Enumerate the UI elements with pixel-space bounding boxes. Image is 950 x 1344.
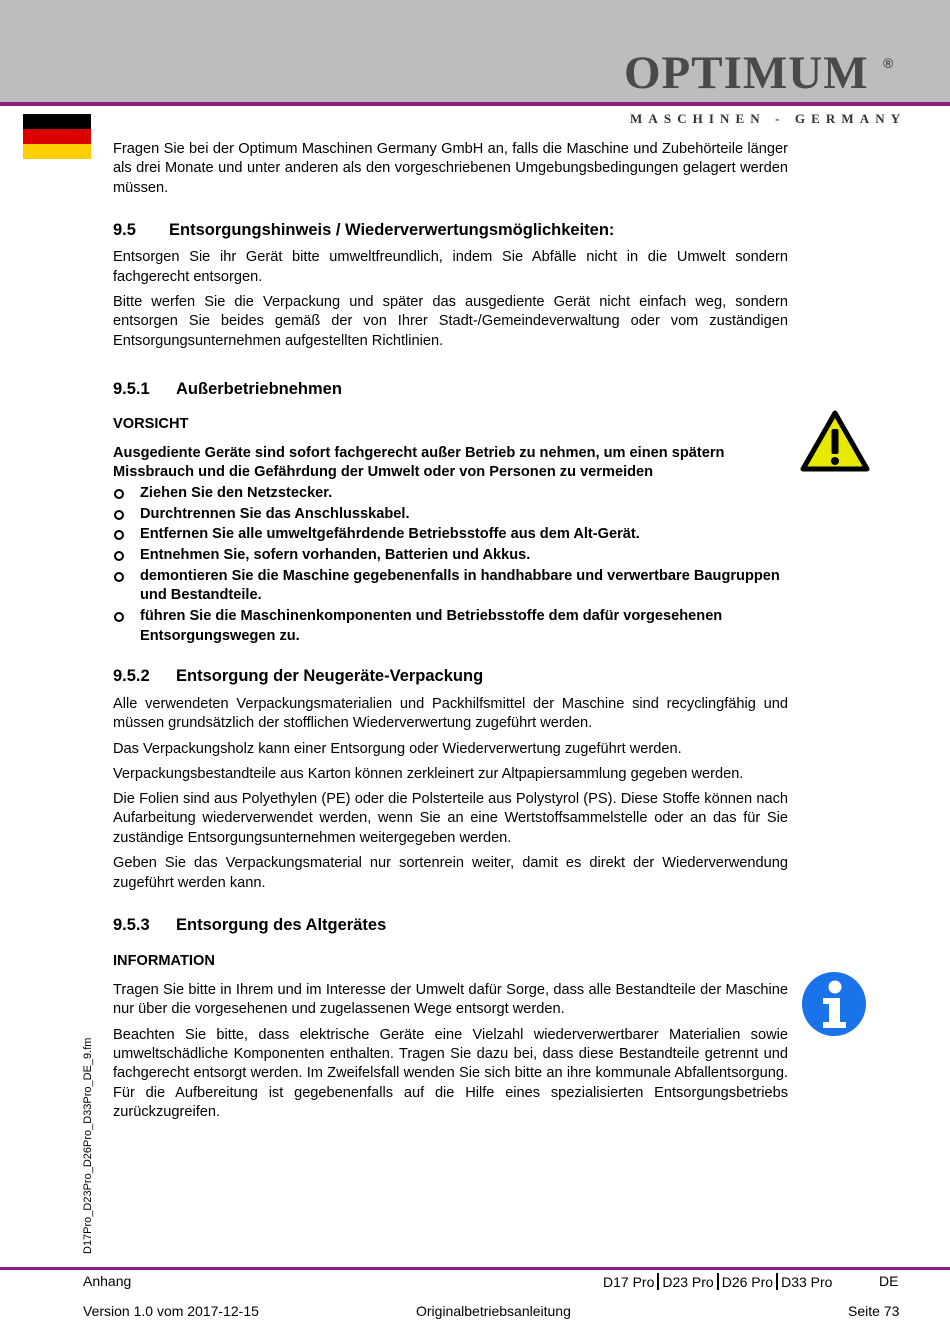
paragraph: Verpackungsbestandteile aus Karton können zerkleinert zur Altpapiersammlung gegeben werden.	[113, 765, 744, 782]
list-item: Entnehmen Sie, sofern vorhanden, Batterien und Akkus.	[113, 546, 788, 565]
warning-text: Ausgediente Geräte sind sofort fachgerecht außer Betrieb zu nehmen, um einen spätern Missbrauch und die Gefährdung der Umwelt oder von Personen zu vermeiden	[113, 445, 725, 481]
footer-models	[603, 1273, 832, 1290]
flag-stripe-gold	[23, 144, 91, 159]
section-title: Entsorgung der Neugeräte-Verpackung	[176, 667, 484, 686]
model-label: D23 Pro	[662, 1274, 714, 1290]
sidebar-filename: D17Pro_D23Pro_D26Pro_D33Pro_DE_9.fm	[82, 1037, 94, 1254]
paragraph: Geben Sie das Verpackungsmaterial nur sortenrein weiter, damit es direkt der Wiederverwendung zugeführt werden kann.	[113, 855, 788, 891]
footer-divider	[0, 1267, 950, 1270]
info-circle-icon	[801, 970, 867, 1038]
paragraph: Das Verpackungsholz kann einer Entsorgung oder Wiederverwertung zugeführt werden.	[113, 740, 682, 757]
model-label: D17 Pro	[603, 1274, 655, 1290]
caution-label: VORSICHT	[113, 416, 189, 433]
paragraph: Tragen Sie bitte in Ihrem und im Interesse der Umwelt dafür Sorge, dass alle Bestandteile der Maschine nur über die vorgesehenen und zugelassenen Wege entsorgt werden.	[113, 981, 788, 1018]
footer-version: Version 1.0 vom 2017-12-15	[83, 1303, 259, 1319]
model-separator	[776, 1273, 778, 1290]
brand-logo: OPTIMUM	[624, 47, 869, 99]
model-label: D33 Pro	[781, 1274, 833, 1290]
section-heading-9-5-1	[113, 379, 788, 399]
section-heading-9-5-3	[113, 915, 788, 935]
main-content	[113, 140, 788, 1128]
section-number: 9.5.2	[113, 667, 150, 686]
brand-tagline: MASCHINEN - GERMANY	[630, 111, 907, 126]
information-label: INFORMATION	[113, 952, 215, 969]
model-label: D26 Pro	[721, 1274, 774, 1290]
section-number: 9.5.3	[113, 915, 150, 934]
section-heading-9-5-2	[113, 666, 788, 686]
paragraph: Entsorgen Sie ihr Gerät bitte umweltfreundlich, indem Sie Abfälle nicht in die Umwelt sondern fachgerecht entsorgen.	[113, 249, 788, 285]
paragraph: Bitte werfen Sie die Verpackung und später das ausgediente Gerät nicht einfach weg, sondern entsorgen Sie beides gemäß der von Ihrer Stadt-/Gemeindeverwaltung oder vom zuständigen Entsorgungsunternehmen aufgestellten Richtlinien.	[113, 293, 788, 349]
flag-stripe-red	[23, 129, 91, 144]
footer-language: DE	[879, 1273, 899, 1289]
registered-mark: ®	[883, 55, 894, 71]
warning-triangle-icon	[800, 410, 870, 472]
bullet-icon	[114, 551, 124, 561]
list-item: demontieren Sie die Maschine gegebenenfalls in handhabbare und verwertbare Baugruppen und Bestandteile.	[113, 567, 788, 606]
bullet-icon	[114, 530, 124, 540]
bullet-icon	[114, 489, 124, 499]
bullet-icon	[114, 612, 124, 622]
paragraph: Die Folien sind aus Polyethylen (PE) oder die Polsterteile aus Polystyrol (PS). Diese Stoffe können nach Aufarbeitung wiederverwendet werden, wenn Sie an eine Wertstoffsammelstelle oder an das für Sie zuständige Entsorgungsunternehmen weitergegeben werden.	[113, 791, 788, 846]
section-title: Entsorgungshinweis / Wiederverwertungsmöglichkeiten:	[169, 221, 615, 240]
disposal-steps-list	[113, 484, 788, 646]
footer-doc-type: Originalbetriebsanleitung	[416, 1303, 571, 1319]
list-item: Entfernen Sie alle umweltgefährdende Betriebsstoffe aus dem Alt-Gerät.	[113, 525, 788, 544]
section-number: 9.5	[113, 221, 136, 240]
bullet-icon	[114, 572, 124, 582]
intro-paragraph: Fragen Sie bei der Optimum Maschinen Germany GmbH an, falls die Maschine und Zubehörteile länger als drei Monate und unter anderen als den vorgeschriebenen Umgebungsbedingungen gelagert werden müssen.	[113, 141, 788, 196]
list-item: führen Sie die Maschinenkomponenten und Betriebsstoffe dem dafür vorgesehenen Entsorgungswegen zu.	[113, 607, 788, 646]
footer-section: Anhang	[83, 1273, 132, 1289]
model-separator	[657, 1273, 659, 1290]
paragraph: Beachten Sie bitte, dass elektrische Geräte eine Vielzahl wiederverwertbarer Materialien sowie umweltschädliche Komponenten enthalten. Tragen Sie dazu bei, dass diese Bestandteile getrennt und fachgerecht entsorgt werden. Im Zweifelsfall wenden Sie sich bitte an ihre kommunale Abfallentsorgung. Für die Aufbereitung ist gegebenenfalls auf die Hilfe eines spezialisierten Entsorgungsbetriebs zurückzugreifen.	[113, 1026, 788, 1121]
header-divider	[0, 102, 950, 106]
section-title: Entsorgung des Altgerätes	[176, 915, 387, 934]
paragraph: Alle verwendeten Verpackungsmaterialien und Packhilfsmittel der Maschine sind recyclingfähig und müssen grundsätzlich der stofflichen Wiederverwertung zugeführt werden.	[113, 696, 788, 732]
model-separator	[717, 1273, 719, 1290]
section-title: Außerbetriebnehmen	[176, 380, 342, 399]
bullet-icon	[114, 510, 124, 520]
list-item: Durchtrennen Sie das Anschlusskabel.	[113, 505, 788, 524]
section-heading-9-5	[113, 220, 788, 240]
footer-page-number: Seite 73	[848, 1303, 900, 1319]
list-item: Ziehen Sie den Netzstecker.	[113, 484, 788, 503]
flag-stripe-black	[23, 114, 91, 129]
section-number: 9.5.1	[113, 380, 150, 399]
german-flag-icon	[23, 114, 91, 159]
